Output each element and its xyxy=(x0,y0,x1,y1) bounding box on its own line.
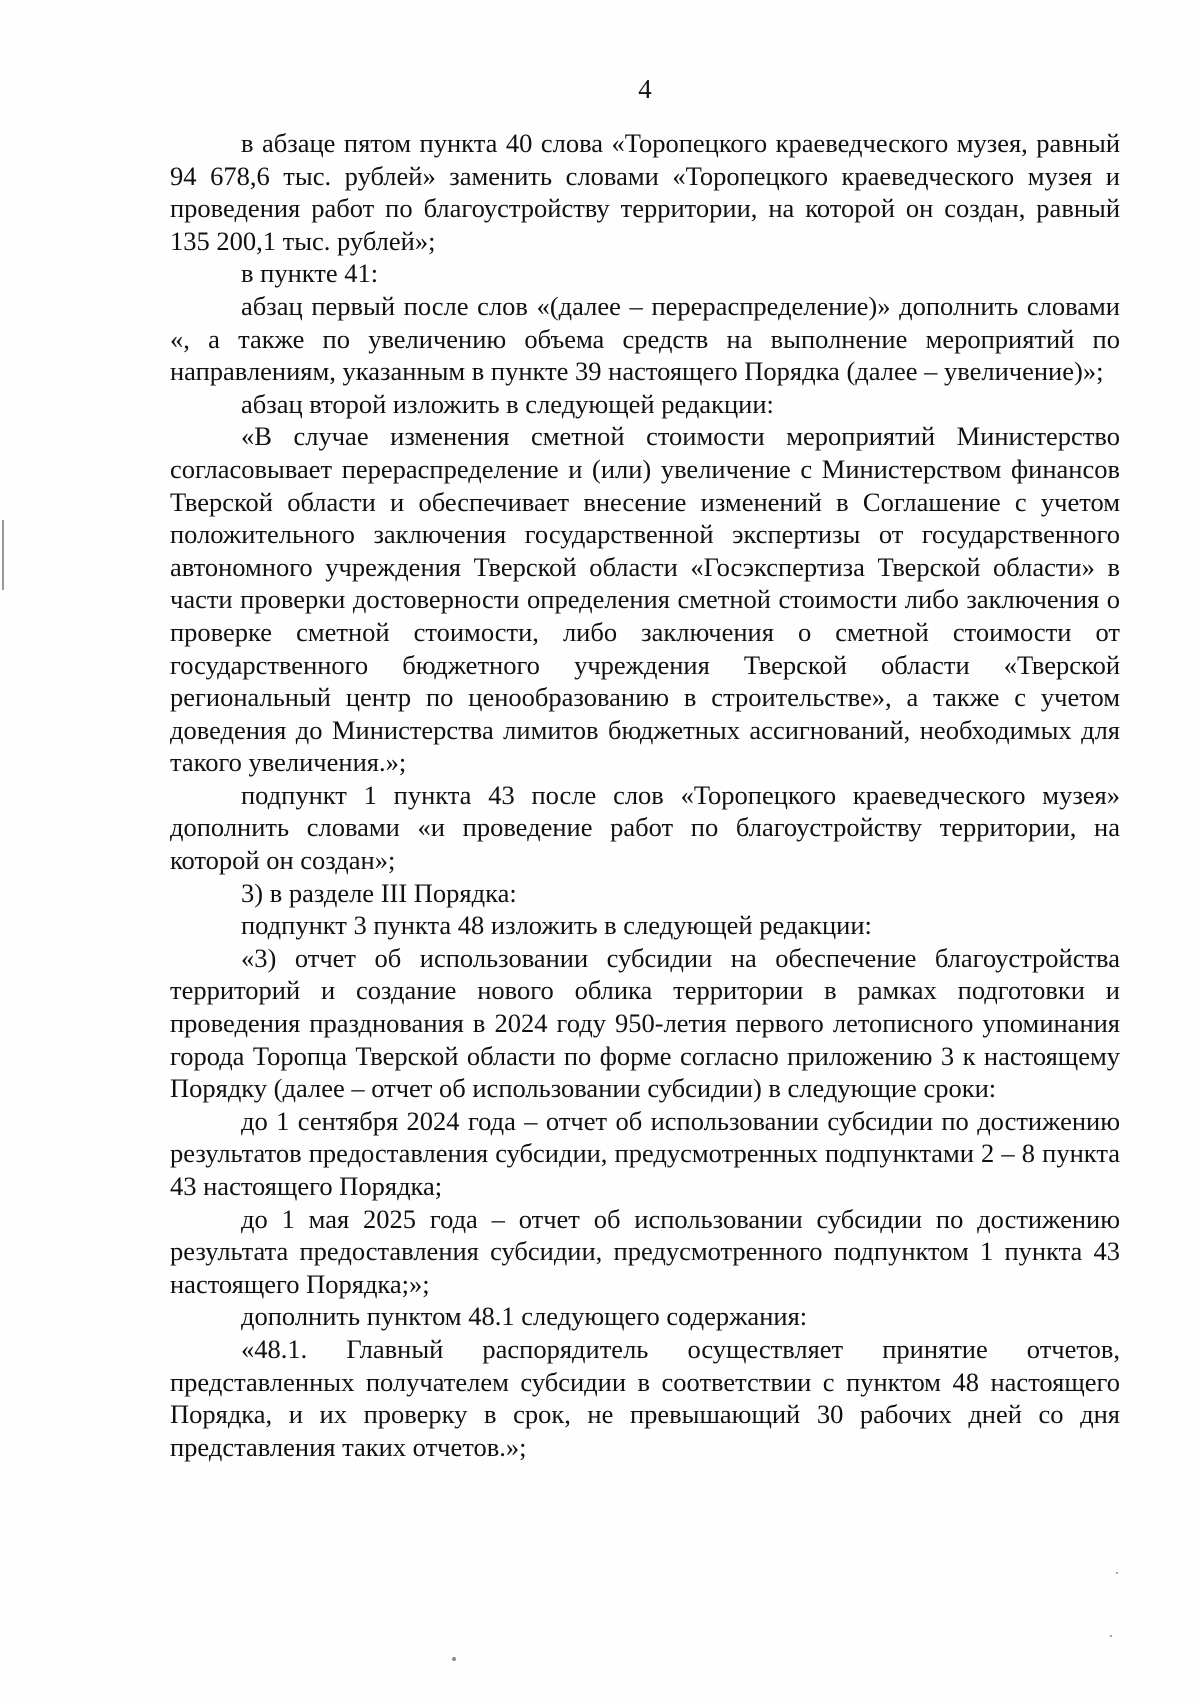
paragraph-12: дополнить пунктом 48.1 следующего содержания: xyxy=(241,1301,808,1332)
paragraph-10: до 1 сентября 2024 года – отчет об использовании субсидии по достижению результатов предоставления субсидии, предусмотренных подпунктами 2 – 8 пункта 43 настоящего Порядка; xyxy=(170,1105,1120,1201)
scan-speck xyxy=(452,1657,456,1661)
scan-speck xyxy=(1110,1635,1112,1637)
paragraph-8: подпункт 3 пункта 48 изложить в следующей редакции: xyxy=(241,910,872,941)
paragraph-2: в пункте 41: xyxy=(241,258,379,289)
scan-edge-mark xyxy=(2,520,4,590)
scan-speck xyxy=(1116,1572,1118,1574)
paragraph-9: «3) отчет об использовании субсидии на обеспечение благоустройства территорий и создание нового облика территории в рамках подготовки и проведения празднования в 2024 году 950-летия первого летописного упоминания города Торопца Тверской области по форме согласно приложению 3 к настоящему Порядку (далее – отчет об использовании субсидии) в следующие сроки: xyxy=(170,942,1120,1104)
paragraph-3: абзац первый после слов «(далее – перераспределение)» дополнить словами «, а также по увеличению объема средств на выполнение мероприятий по направлениям, указанным в пункте 39 настоящего Порядка (далее – увеличение)»; xyxy=(170,290,1120,387)
paragraph-7: 3) в разделе III Порядка: xyxy=(241,877,517,908)
paragraph-13: «48.1. Главный распорядитель осуществляет принятие отчетов, представленных получателем субсидии в соответствии с пунктом 48 настоящего Порядка, и их проверку в срок, не превышающий 30 рабочих дней со дня представления таких отчетов.»; xyxy=(170,1333,1120,1462)
paragraph-6: подпункт 1 пункта 43 после слов «Торопецкого краеведческого музея» дополнить словами «и проведение работ по благоустройству территории, на которой он создан»; xyxy=(170,779,1120,876)
paragraph-1: в абзаце пятом пункта 40 слова «Торопецкого краеведческого музея, равный 94 678,6 тыс. рублей» заменить словами «Торопецкого краеведческого музея и проведения работ по благоустройству территории, на которой он создан, равный 135 200,1 тыс. рублей»; xyxy=(170,128,1120,256)
paragraph-4: абзац второй изложить в следующей редакции: xyxy=(241,388,774,419)
paragraph-11: до 1 мая 2025 года – отчет об использовании субсидии по достижению результата предоставления субсидии, предусмотренного подпунктом 1 пункта 43 настоящего Порядка;»; xyxy=(170,1203,1120,1299)
paragraph-5: «В случае изменения сметной стоимости мероприятий Министерство согласовывает перераспределение и (или) увеличение с Министерством финансов Тверской области и обеспечивает внесение изменений в Соглашение с учетом положительного заключения государственной экспертизы от государственного автономного учреждения Тверской области «Госэкспертиза Тверской области» в части проверки достоверности определения сметной стоимости либо заключения о проверке сметной стоимости, либо заключения о сметной стоимости от государственного бюджетного учреждения Тверской области «Тверской региональный центр по ценообразованию в строительстве», а также с учетом доведения до Министерства лимитов бюджетных ассигнований, необходимых для такого увеличения.»; xyxy=(170,421,1120,778)
page-number: 4 xyxy=(638,74,652,104)
document-body xyxy=(170,127,1120,1463)
